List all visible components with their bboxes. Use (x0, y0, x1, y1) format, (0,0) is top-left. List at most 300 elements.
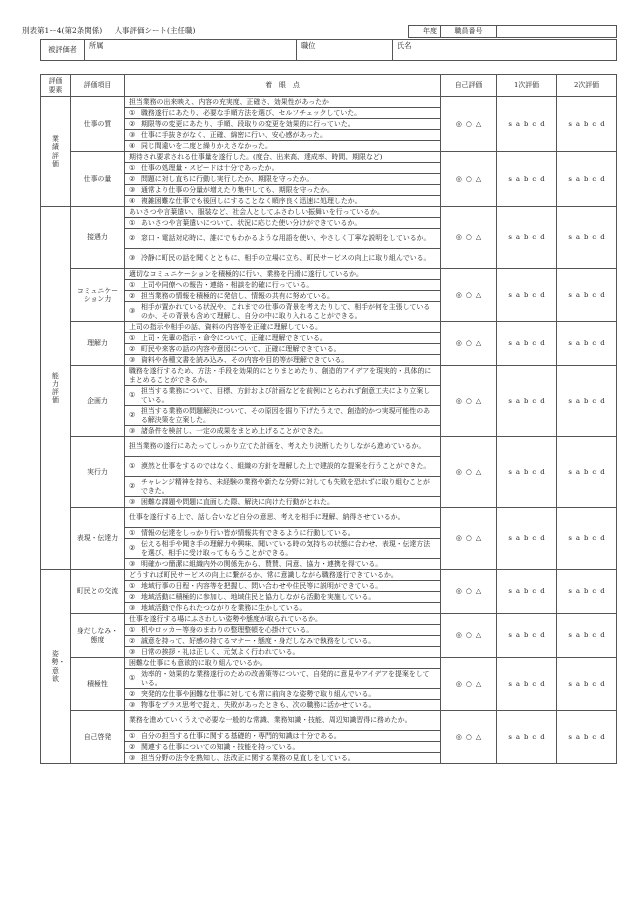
self-eval-option[interactable]: ○ (465, 119, 472, 128)
point-number: ② (129, 291, 136, 300)
point-wrap (129, 120, 436, 129)
point-text: 通常より仕事の分量が增えたり集中しても、期限を守ったか。 (141, 185, 334, 194)
form-header (22, 27, 205, 36)
self-eval-option[interactable]: ◎ (455, 233, 462, 242)
first-eval-cell[interactable] (497, 366, 557, 437)
first-eval-option[interactable]: b (523, 174, 529, 183)
second-eval-option[interactable]: s (568, 174, 572, 183)
point-cell (125, 457, 441, 477)
point-cell (125, 130, 441, 141)
point-wrap (129, 250, 436, 268)
item-summary-text: 担当業務の遂行にあたってしっかり立てた計画を、考えたり決断したりしながら進めているか。 (129, 442, 426, 451)
position-field[interactable] (297, 40, 393, 61)
item-summary (125, 366, 441, 386)
item-summary-text: 期待され要求される仕事量を遂行した。(度合、出来高、達成率、時間、期限など) (129, 152, 383, 161)
point-wrap (129, 540, 436, 558)
self-eval-cell[interactable] (441, 269, 497, 322)
self-eval-cell[interactable] (441, 152, 497, 207)
second-eval-option[interactable]: d (600, 174, 605, 183)
first-eval-cell[interactable] (497, 207, 557, 269)
employee-no-label: 職員番号 (441, 26, 497, 38)
first-eval-option[interactable]: a (515, 534, 520, 543)
self-eval-option[interactable]: △ (475, 467, 482, 476)
second-eval-option[interactable]: s (568, 534, 572, 543)
second-eval-option[interactable]: b (583, 587, 589, 596)
self-eval-option[interactable]: ◎ (455, 587, 462, 596)
first-eval-option[interactable]: s (508, 534, 512, 543)
first-eval-option[interactable]: d (540, 339, 545, 348)
second-eval-option[interactable]: c (592, 587, 597, 596)
first-eval-cell[interactable] (497, 570, 557, 614)
item-name: 仕事の量 (71, 152, 125, 207)
item-summary-text: 仕事を遂行する場にふさわしい姿勢や態度が取られているか。 (129, 614, 322, 623)
point-text: 誠意を持って、好感の持てるマナー・態度・身だしなみで執務をしている。 (141, 636, 376, 645)
self-eval-option[interactable]: ○ (465, 679, 472, 688)
self-eval-cell[interactable] (441, 207, 497, 269)
self-eval-option[interactable]: ○ (465, 174, 472, 183)
second-eval-option[interactable]: a (575, 339, 580, 348)
first-eval-option[interactable]: a (515, 233, 520, 242)
point-cell (125, 291, 441, 302)
first-eval-option[interactable]: s (508, 679, 512, 688)
point-number: ③ (129, 254, 136, 263)
second-eval-option[interactable]: s (568, 679, 572, 688)
point-text: あいさつや言葉遣いについて、状況に応じた使い分けができているか。 (141, 218, 362, 227)
second-eval-option[interactable]: b (583, 467, 589, 476)
point-wrap (129, 754, 436, 763)
first-eval-option[interactable]: d (540, 732, 545, 741)
first-eval-option[interactable]: b (523, 290, 529, 299)
eval-item-row (41, 269, 617, 280)
item-summary-text: 仕事を遂行する上で、話し合いなど自分の意思、考えを相手に理解、納得させているか。 (129, 513, 405, 522)
point-text: 机やロッカー等身のまわりの整理整頓を心掛けている。 (141, 625, 314, 634)
name-label: 氏名 (397, 41, 412, 50)
point-wrap (129, 292, 436, 301)
position-label: 職位 (301, 41, 316, 50)
self-eval-option[interactable]: ◎ (455, 174, 462, 183)
first-eval-option[interactable]: b (523, 534, 529, 543)
item-summary-wrap (129, 208, 436, 217)
form-number: 別表第1ー4(第2条関係) (22, 26, 103, 35)
second-eval-option[interactable]: c (592, 679, 597, 688)
point-text: チャレンジ精神を持ち、未経験の業務や新たな分野に対しても失敗を恐れずに取り組むことができた。 (141, 478, 430, 495)
first-eval-option[interactable]: c (532, 290, 537, 299)
point-text: 地域活動に積極的に参加し、地域住民と協力しながら活動を実施している。 (141, 592, 376, 601)
item-summary-text: 適切なコミュニケーションを積極的に行い、業務を円滑に遂行しているか。 (129, 269, 363, 278)
second-eval-option[interactable]: a (575, 534, 580, 543)
first-eval-option[interactable]: s (508, 587, 512, 596)
second-eval-option[interactable]: d (600, 119, 605, 128)
second-eval-cell[interactable] (557, 437, 617, 508)
first-eval-cell[interactable] (497, 97, 557, 152)
first-eval-option[interactable]: c (532, 119, 537, 128)
point-number: ① (129, 391, 136, 400)
first-eval-cell[interactable] (497, 322, 557, 366)
self-eval-option[interactable]: ○ (465, 732, 472, 741)
first-eval-option[interactable]: s (508, 290, 512, 299)
first-eval-option[interactable]: a (515, 587, 520, 596)
first-eval-option[interactable]: c (532, 174, 537, 183)
point-wrap (129, 164, 436, 173)
second-eval-cell[interactable] (557, 711, 617, 764)
second-eval-option[interactable]: b (583, 339, 589, 348)
second-eval-cell[interactable] (557, 269, 617, 322)
first-eval-option[interactable]: a (515, 119, 520, 128)
second-eval-option[interactable]: b (583, 396, 589, 405)
second-eval-option[interactable]: d (600, 631, 605, 640)
point-wrap (129, 560, 436, 569)
self-eval-option[interactable]: △ (475, 233, 482, 242)
first-eval-option[interactable]: d (540, 233, 545, 242)
second-eval-option[interactable]: c (592, 467, 597, 476)
second-eval-option[interactable]: b (583, 679, 589, 688)
point-number: ① (129, 333, 136, 342)
first-eval-option[interactable]: d (540, 119, 545, 128)
self-eval-cell[interactable] (441, 97, 497, 152)
self-eval-option[interactable]: ◎ (455, 290, 462, 299)
first-eval-cell[interactable] (497, 152, 557, 207)
point-cell (125, 689, 441, 700)
point-number: ④ (129, 141, 136, 150)
point-text: 突発的な仕事や困難な仕事に対しても常に前向きな姿勢で取り組んでいる。 (141, 689, 376, 698)
self-eval-option[interactable]: ◎ (455, 119, 462, 128)
second-eval-option[interactable]: d (600, 467, 605, 476)
point-cell (125, 280, 441, 291)
eval-item-row (41, 614, 617, 625)
first-eval-cell[interactable] (497, 614, 557, 658)
point-number: ③ (129, 700, 136, 709)
first-eval-option[interactable]: b (523, 233, 529, 242)
first-eval-option[interactable]: d (540, 534, 545, 543)
second-eval-option[interactable]: s (568, 732, 572, 741)
item-summary-wrap (129, 509, 436, 527)
evaluation-table (40, 74, 617, 764)
first-eval-cell[interactable] (497, 269, 557, 322)
point-text: 担当分野の法令を熟知し、法改正に関する業務の見直しをしている。 (141, 753, 355, 762)
first-eval-option[interactable]: a (515, 174, 520, 183)
first-eval-option[interactable]: b (523, 339, 529, 348)
self-eval-option[interactable]: ○ (465, 534, 472, 543)
point-number: ③ (129, 753, 136, 762)
item-name: コミュニケーション力 (71, 269, 125, 322)
first-eval-option[interactable]: b (523, 631, 529, 640)
self-eval-option[interactable]: △ (475, 290, 482, 299)
second-eval-option[interactable]: s (568, 119, 572, 128)
first-eval-option[interactable]: c (532, 631, 537, 640)
self-eval-option[interactable]: △ (475, 732, 482, 741)
second-eval-option[interactable]: a (575, 174, 580, 183)
point-text: 情報の伝達をしっかり行い皆が情報共有できるように行動している。 (141, 528, 355, 537)
item-summary (125, 711, 441, 731)
second-eval-cell[interactable] (557, 570, 617, 614)
self-eval-option[interactable]: ○ (465, 290, 472, 299)
header-first-eval: 1次評価 (497, 75, 557, 97)
second-eval-option[interactable]: a (575, 119, 580, 128)
first-eval-option[interactable]: a (515, 290, 520, 299)
first-eval-option[interactable]: a (515, 679, 520, 688)
first-eval-option[interactable]: b (523, 119, 529, 128)
point-number: ② (129, 482, 136, 491)
first-eval-cell[interactable] (497, 508, 557, 570)
second-eval-option[interactable]: a (575, 587, 580, 596)
point-text: 明確かつ簡潔に組織内外の関係先から、賛賛、同意、協力・連携を得ている。 (141, 559, 383, 568)
point-wrap (129, 478, 436, 496)
first-eval-option[interactable]: a (515, 732, 520, 741)
second-eval-option[interactable]: a (575, 732, 580, 741)
self-eval-option[interactable]: △ (475, 396, 482, 405)
point-cell (125, 700, 441, 711)
point-text: 問題に対し直ちに行動し実行したか、期限を守ったか。 (141, 174, 314, 183)
point-number: ① (129, 581, 136, 590)
point-text: 相手が置かれている状況や、これまでの仕事の背景を考えたりして、相手が何を主張しているのか、その背景も含めて理解し、自分の中に取り入れることができる。 (141, 303, 431, 320)
self-eval-option[interactable]: △ (475, 587, 482, 596)
header-self-eval: 自己評価 (441, 75, 497, 97)
dept-field[interactable] (85, 40, 297, 61)
first-eval-option[interactable]: d (540, 290, 545, 299)
table-header-row (41, 75, 617, 97)
point-wrap (129, 281, 436, 290)
second-eval-option[interactable]: b (583, 534, 589, 543)
second-eval-option[interactable]: s (568, 290, 572, 299)
second-eval-option[interactable]: c (592, 119, 597, 128)
second-eval-option[interactable]: c (592, 233, 597, 242)
self-eval-option[interactable]: ◎ (455, 631, 462, 640)
point-cell (125, 333, 441, 344)
header-category: 評価 要素 (41, 75, 71, 97)
second-eval-cell[interactable] (557, 614, 617, 658)
self-eval-cell[interactable] (441, 570, 497, 614)
first-eval-option[interactable]: s (508, 467, 512, 476)
second-eval-option[interactable]: s (568, 396, 572, 405)
evaluatee-table (40, 39, 617, 61)
self-eval-cell[interactable] (441, 366, 497, 437)
second-eval-option[interactable]: d (600, 534, 605, 543)
second-eval-option[interactable]: c (592, 290, 597, 299)
point-number: ② (129, 742, 136, 751)
point-number: ① (129, 528, 136, 537)
second-eval-cell[interactable] (557, 97, 617, 152)
point-text: 漠然と仕事をするのではなく、組織の方針を理解した上で建設的な提案を行うことができた。 (141, 462, 431, 471)
self-eval-option[interactable]: ○ (465, 631, 472, 640)
second-eval-option[interactable]: d (600, 233, 605, 242)
point-number: ② (129, 344, 136, 353)
point-wrap (129, 197, 436, 206)
first-eval-option[interactable]: c (532, 732, 537, 741)
point-wrap (129, 670, 436, 688)
self-eval-option[interactable]: △ (475, 631, 482, 640)
item-summary (125, 570, 441, 581)
point-wrap (129, 701, 436, 710)
second-eval-option[interactable]: b (583, 732, 589, 741)
first-eval-option[interactable]: b (523, 396, 529, 405)
second-eval-cell[interactable] (557, 366, 617, 437)
second-eval-cell[interactable] (557, 508, 617, 570)
first-eval-option[interactable]: s (508, 732, 512, 741)
self-eval-cell[interactable] (441, 322, 497, 366)
second-eval-option[interactable]: a (575, 396, 580, 405)
self-eval-option[interactable]: △ (475, 174, 482, 183)
second-eval-cell[interactable] (557, 322, 617, 366)
point-number: ① (129, 280, 136, 289)
item-summary-text: あいさつや言葉遣い、服装など、社会人としてふさわしい振舞いを行っているか。 (129, 207, 384, 216)
self-eval-option[interactable]: △ (475, 679, 482, 688)
self-eval-option[interactable]: ◎ (455, 467, 462, 476)
second-eval-option[interactable]: c (592, 534, 597, 543)
point-text: 地域活動で作られたつながりを業務に生かしている。 (141, 603, 307, 612)
first-eval-option[interactable]: d (540, 679, 545, 688)
first-eval-option[interactable]: d (540, 467, 545, 476)
point-wrap (129, 427, 436, 436)
self-eval-option[interactable]: ◎ (455, 732, 462, 741)
item-summary-wrap (129, 323, 436, 332)
first-eval-option[interactable]: b (523, 732, 529, 741)
second-eval-option[interactable]: s (568, 631, 572, 640)
point-cell (125, 592, 441, 603)
item-summary-wrap (129, 659, 436, 668)
first-eval-option[interactable]: s (508, 119, 512, 128)
second-eval-cell[interactable] (557, 152, 617, 207)
second-eval-option[interactable]: b (583, 233, 589, 242)
point-text: 上司や同僚への報告・連絡・相談を的確に行っている。 (141, 280, 314, 289)
first-eval-cell[interactable] (497, 711, 557, 764)
first-eval-cell[interactable] (497, 437, 557, 508)
item-name: 自己啓発 (71, 711, 125, 764)
self-eval-option[interactable]: △ (475, 339, 482, 348)
form-title: 人事評価シート(主任職) (114, 26, 196, 35)
first-eval-option[interactable]: a (515, 396, 520, 405)
first-eval-option[interactable]: d (540, 587, 545, 596)
point-text: 困難な課題や問題に直面した際、解決に向けた行動がとれた。 (141, 497, 334, 506)
first-eval-option[interactable]: d (540, 174, 545, 183)
first-eval-option[interactable]: s (508, 631, 512, 640)
second-eval-option[interactable]: b (583, 290, 589, 299)
first-eval-option[interactable]: c (532, 679, 537, 688)
second-eval-option[interactable]: c (592, 732, 597, 741)
first-eval-option[interactable]: c (532, 587, 537, 596)
first-eval-option[interactable]: c (532, 233, 537, 242)
second-eval-option[interactable]: d (600, 396, 605, 405)
self-eval-option[interactable]: △ (475, 119, 482, 128)
point-text: 上司・先輩の指示・命令について、正確に理解できている。 (141, 333, 327, 342)
self-eval-cell[interactable] (441, 437, 497, 508)
point-text: 複雑困難な仕事でも後回しにすることなく順序良く迅速に処理したか。 (141, 196, 362, 205)
point-wrap (129, 637, 436, 646)
point-cell (125, 302, 441, 322)
first-eval-option[interactable]: a (515, 631, 520, 640)
second-eval-option[interactable]: b (583, 631, 589, 640)
item-summary-text: 業務を進めていくうえで必要な一般的な常識、業務知識・技能、周辺知識習得に務めたか。 (129, 716, 412, 725)
second-eval-option[interactable]: c (592, 631, 597, 640)
item-summary-text: 職務を遂行するため、方法・手段を効果的にとりまとめたり、創造的アイデアを現実的・具体的にまとめることができるか。 (129, 367, 432, 384)
first-eval-option[interactable]: c (532, 396, 537, 405)
self-eval-option[interactable]: ◎ (455, 534, 462, 543)
first-eval-option[interactable]: s (508, 174, 512, 183)
second-eval-option[interactable]: s (568, 233, 572, 242)
name-field[interactable] (393, 40, 617, 61)
first-eval-option[interactable]: a (515, 467, 520, 476)
point-wrap (129, 458, 436, 476)
point-cell (125, 163, 441, 174)
category-label (41, 570, 71, 764)
self-eval-option[interactable]: ◎ (455, 679, 462, 688)
second-eval-option[interactable]: b (583, 119, 589, 128)
evaluatee-label: 被評価者 (41, 40, 85, 61)
second-eval-option[interactable]: c (592, 339, 597, 348)
point-number: ② (129, 119, 136, 128)
point-wrap (129, 593, 436, 602)
self-eval-option[interactable]: ○ (465, 233, 472, 242)
second-eval-option[interactable]: d (600, 587, 605, 596)
second-eval-option[interactable]: d (600, 290, 605, 299)
first-eval-option[interactable]: b (523, 587, 529, 596)
second-eval-option[interactable]: d (600, 732, 605, 741)
second-eval-option[interactable]: a (575, 233, 580, 242)
self-eval-option[interactable]: △ (475, 534, 482, 543)
point-number: ① (129, 218, 136, 227)
self-eval-option[interactable]: ○ (465, 467, 472, 476)
self-eval-option[interactable]: ○ (465, 587, 472, 596)
item-summary-wrap (129, 98, 436, 107)
self-eval-cell[interactable] (441, 658, 497, 711)
first-eval-option[interactable]: s (508, 396, 512, 405)
first-eval-option[interactable]: c (532, 339, 537, 348)
second-eval-cell[interactable] (557, 207, 617, 269)
self-eval-option[interactable]: ○ (465, 339, 472, 348)
second-eval-option[interactable]: a (575, 467, 580, 476)
second-eval-cell[interactable] (557, 658, 617, 711)
self-eval-option[interactable]: ○ (465, 396, 472, 405)
first-eval-option[interactable]: d (540, 396, 545, 405)
item-summary (125, 658, 441, 669)
header-item: 評価項目 (71, 75, 125, 97)
self-eval-cell[interactable] (441, 614, 497, 658)
second-eval-option[interactable]: s (568, 467, 572, 476)
first-eval-option[interactable]: s (508, 233, 512, 242)
second-eval-option[interactable]: c (592, 174, 597, 183)
first-eval-option[interactable]: d (540, 631, 545, 640)
second-eval-option[interactable]: a (575, 631, 580, 640)
first-eval-option[interactable]: b (523, 467, 529, 476)
self-eval-cell[interactable] (441, 711, 497, 764)
second-eval-option[interactable]: d (600, 679, 605, 688)
self-eval-option[interactable]: ◎ (455, 396, 462, 405)
first-eval-option[interactable]: c (532, 467, 537, 476)
second-eval-option[interactable]: a (575, 679, 580, 688)
first-eval-option[interactable]: a (515, 339, 520, 348)
first-eval-option[interactable]: s (508, 339, 512, 348)
point-text: 仕事の処理量・スピードは十分であったか。 (141, 163, 279, 172)
second-eval-option[interactable]: c (592, 396, 597, 405)
point-wrap (129, 387, 436, 405)
first-eval-cell[interactable] (497, 658, 557, 711)
point-cell (125, 581, 441, 592)
point-cell (125, 229, 441, 249)
self-eval-option[interactable]: ◎ (455, 339, 462, 348)
point-text: 期限等の変更にあたり、手順、段取りの変更を効果的に行っていた。 (141, 119, 355, 128)
self-eval-cell[interactable] (441, 508, 497, 570)
point-number: ② (129, 636, 136, 645)
second-eval-option[interactable]: s (568, 587, 572, 596)
second-eval-option[interactable]: d (600, 339, 605, 348)
item-name: 積極性 (71, 658, 125, 711)
first-eval-option[interactable]: b (523, 679, 529, 688)
second-eval-option[interactable]: b (583, 174, 589, 183)
second-eval-option[interactable]: a (575, 290, 580, 299)
point-wrap (129, 732, 436, 741)
first-eval-option[interactable]: c (532, 534, 537, 543)
employee-no-field[interactable] (497, 26, 617, 38)
second-eval-option[interactable]: s (568, 339, 572, 348)
